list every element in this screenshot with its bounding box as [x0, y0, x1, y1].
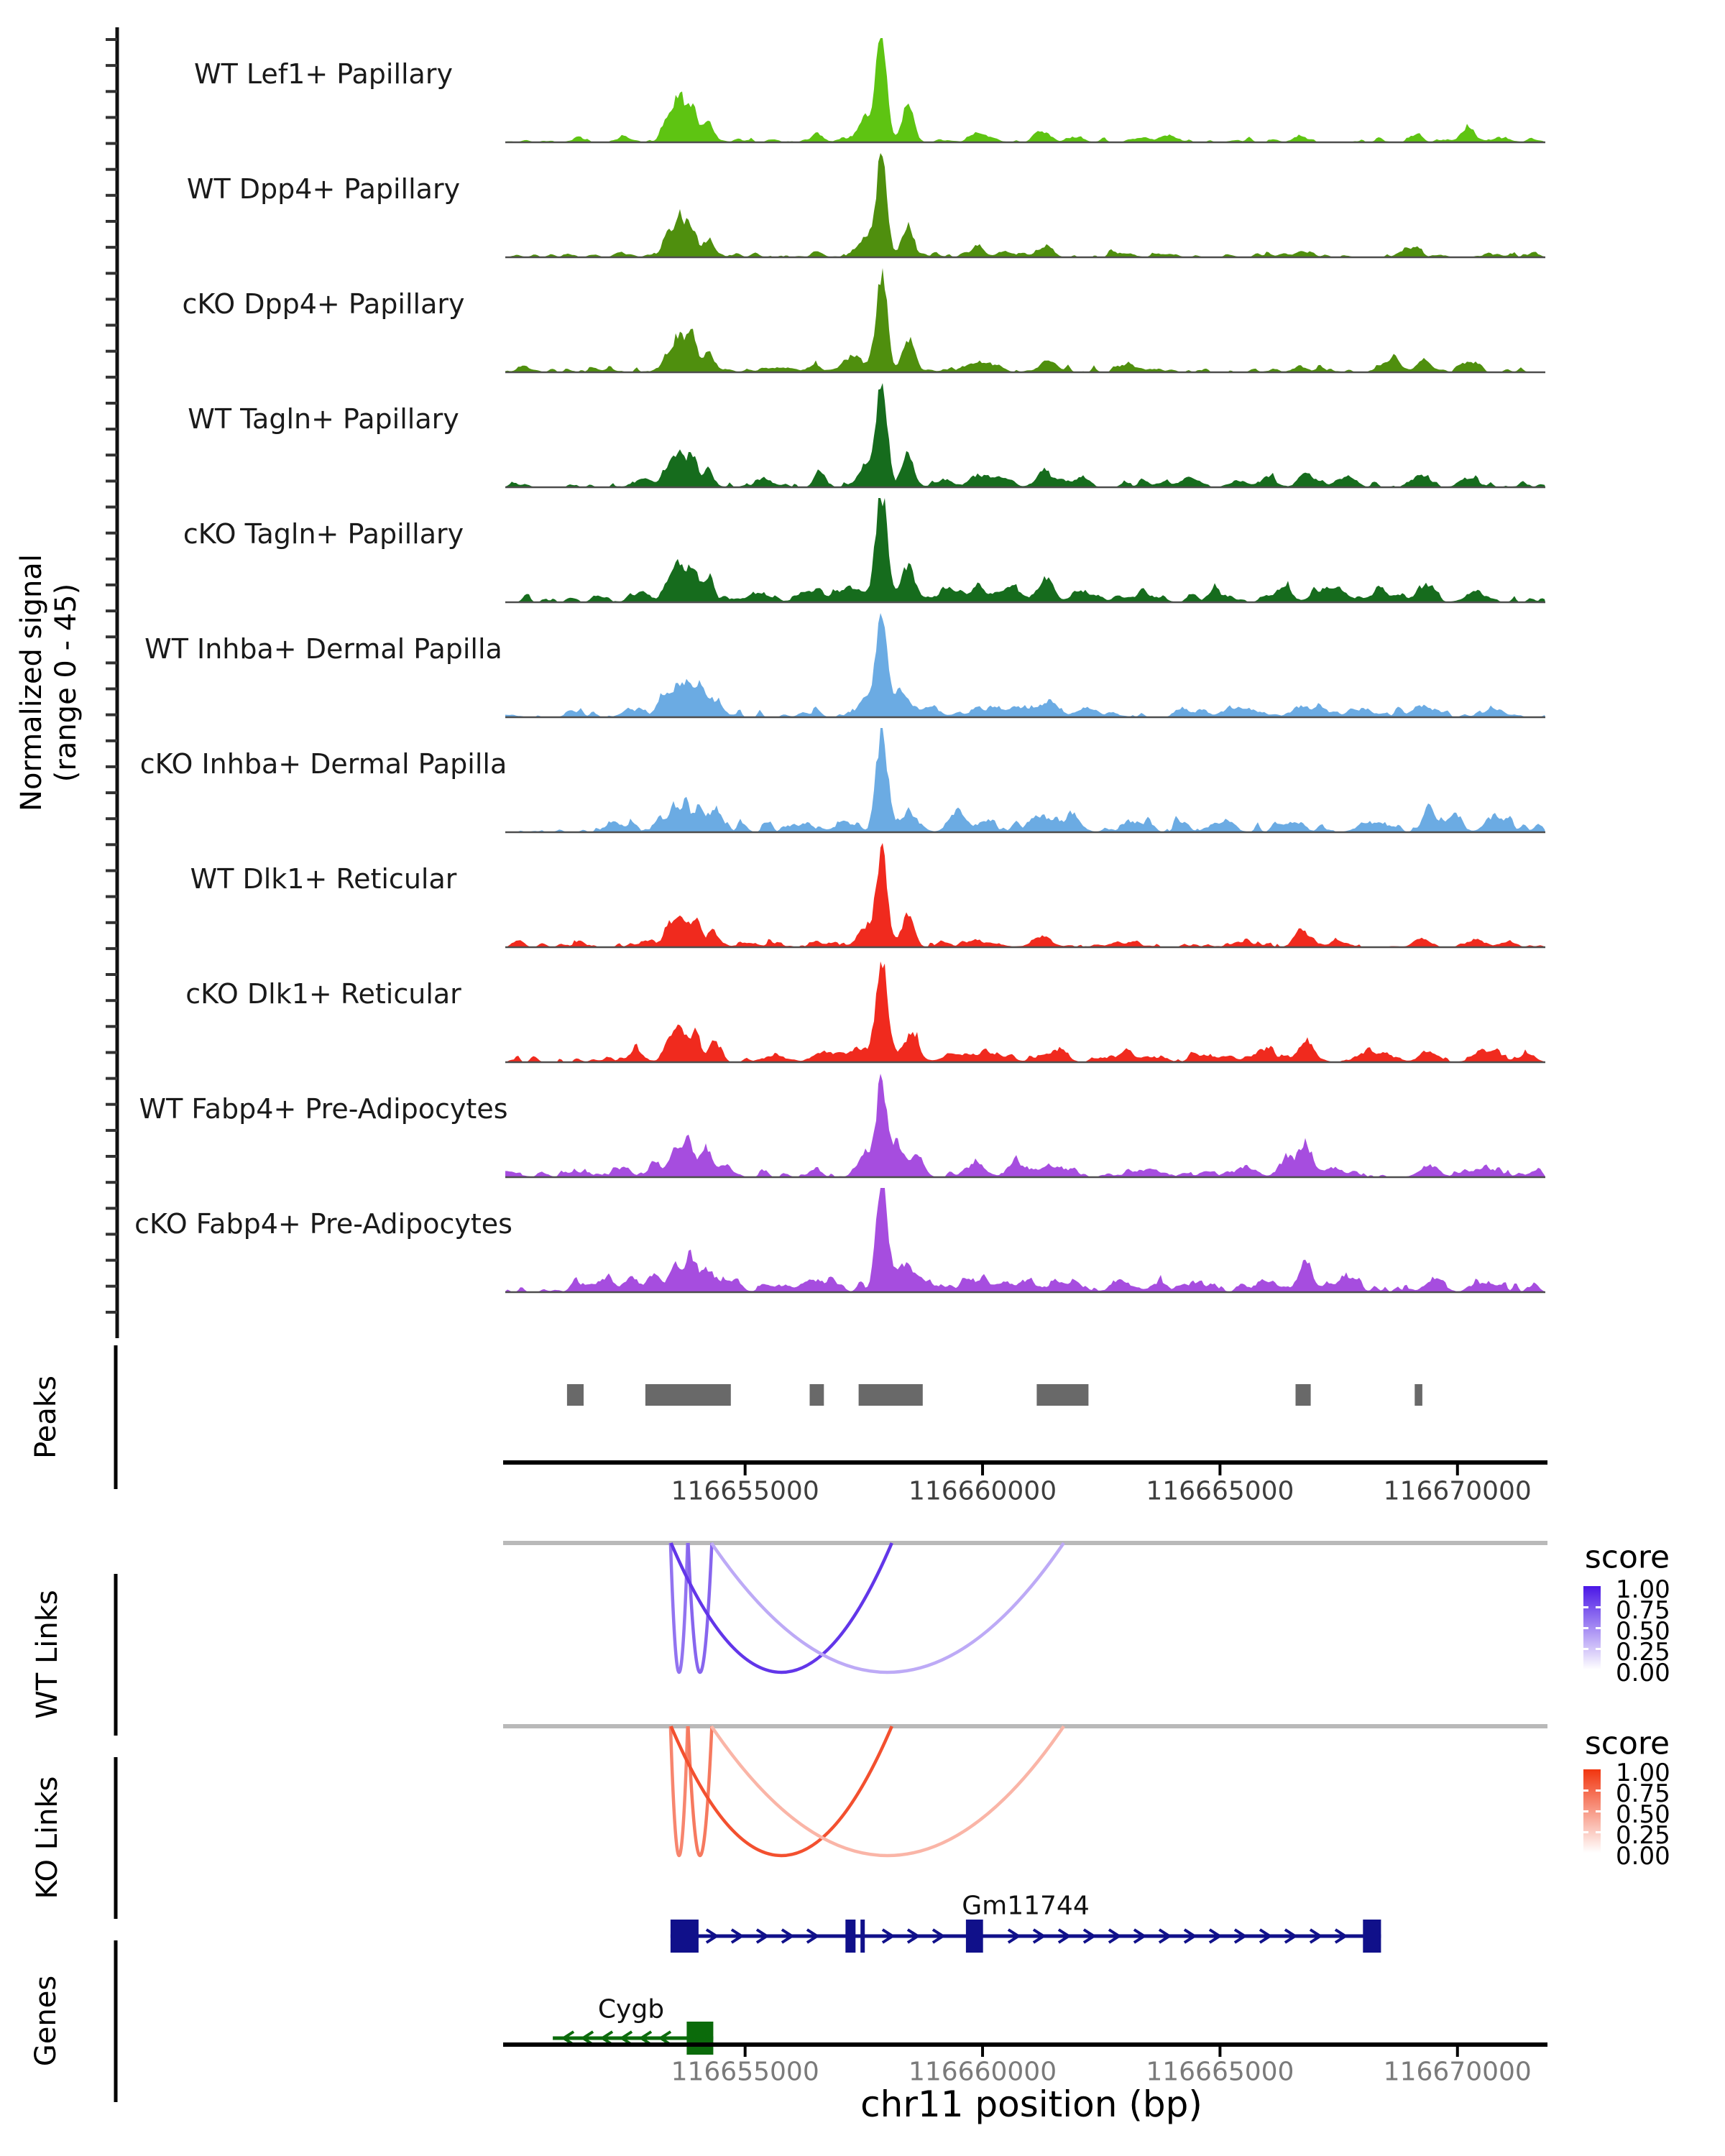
- track-label: cKO Dpp4+ Papillary: [182, 288, 465, 320]
- peak-interval: [1036, 1384, 1088, 1406]
- peak-interval: [1414, 1384, 1422, 1406]
- coverage-area: [505, 962, 1545, 1062]
- score-legend-tick-label: 0.00: [1616, 1842, 1670, 1871]
- track-label: cKO Inhba+ Dermal Papilla: [139, 748, 507, 780]
- signal-track: [505, 268, 1545, 372]
- genome-axis-tick-label: 116655000: [671, 2057, 819, 2087]
- score-legend-tick-label: 0.50: [1616, 1617, 1670, 1646]
- legend-bar-tick: [1583, 1606, 1588, 1608]
- legend-bar-tick: [1596, 1648, 1601, 1650]
- link-arc: [712, 1543, 1064, 1672]
- track-label: WT Dpp4+ Papillary: [186, 173, 461, 205]
- gene-label-cygb: Cygb: [597, 1994, 665, 2024]
- legend-bar-tick: [1583, 1810, 1588, 1812]
- signal-track: [505, 38, 1545, 142]
- gene-model: [553, 2022, 713, 2055]
- genome-axis-tick-label: 116665000: [1146, 2057, 1294, 2087]
- track-label: WT Fabp4+ Pre-Adipocytes: [139, 1093, 508, 1125]
- score-legend-tick-label: 0.25: [1616, 1638, 1670, 1667]
- peak-interval: [645, 1384, 731, 1406]
- legend-bar-tick: [1596, 1789, 1601, 1792]
- track-label: WT Inhba+ Dermal Papilla: [144, 633, 502, 665]
- signal-track: [505, 962, 1545, 1062]
- coverage-area: [505, 383, 1545, 487]
- peak-interval: [859, 1384, 923, 1406]
- legend-bar-tick: [1583, 1627, 1588, 1629]
- coverage-area: [505, 613, 1545, 717]
- links-panel: [116, 1726, 1547, 1919]
- score-legend-gradient: [1583, 1769, 1601, 1853]
- x-axis-title: chr11 position (bp): [860, 2083, 1202, 2125]
- genome-axis-bottom: [503, 2045, 1547, 2057]
- genome-axis-tick-label: 116665000: [1146, 1476, 1294, 1506]
- coverage-area: [505, 268, 1545, 372]
- wt-links-row-label: WT Links: [31, 1590, 64, 1719]
- signal-track: [505, 613, 1545, 717]
- genome-axis-tick-label: 116670000: [1383, 2057, 1532, 2087]
- legend-bar-tick: [1583, 1831, 1588, 1833]
- track-label: cKO Fabp4+ Pre-Adipocytes: [134, 1208, 512, 1240]
- legend-bar-tick: [1596, 1810, 1601, 1812]
- ko-links-row-label: KO Links: [31, 1776, 64, 1899]
- gene-exon: [671, 1920, 699, 1953]
- genome-axis: [503, 1462, 1547, 1475]
- genome-axis-tick-label: 116660000: [908, 2057, 1057, 2087]
- genome-axis-tick-label: 116660000: [908, 1476, 1057, 1506]
- coverage-area: [505, 1188, 1545, 1292]
- score-legend-tick-label: 0.25: [1616, 1821, 1670, 1850]
- gene-exon: [686, 2022, 713, 2055]
- gene-exon: [860, 1920, 865, 1953]
- legend-bar-tick: [1596, 1606, 1601, 1608]
- links-panel: [116, 1543, 1547, 1736]
- signal-track: [505, 728, 1545, 832]
- track-label: WT Dlk1+ Reticular: [190, 863, 457, 895]
- track-label: cKO Dlk1+ Reticular: [185, 978, 461, 1010]
- signal-track: [505, 1074, 1545, 1177]
- coverage-area: [505, 1074, 1545, 1177]
- coverage-area: [505, 38, 1545, 142]
- peak-interval: [567, 1384, 584, 1406]
- legend-bar-tick: [1596, 1831, 1601, 1833]
- score-legend-tick-label: 0.50: [1616, 1800, 1670, 1829]
- coverage-area: [505, 843, 1545, 947]
- link-arc: [688, 1543, 712, 1672]
- legend-bar-tick: [1583, 1789, 1588, 1792]
- peak-interval: [810, 1384, 824, 1406]
- signal-tracks: [505, 38, 1545, 1292]
- legend-bar-tick: [1596, 1627, 1601, 1629]
- coverage-area: [505, 498, 1545, 602]
- genome-axis-tick-label: 116655000: [671, 1476, 819, 1506]
- gene-label-gm11744: Gm11744: [962, 1891, 1090, 1921]
- signal-axis: [106, 27, 117, 1338]
- signal-axis-label: Normalized signal: [15, 554, 48, 811]
- ko-links-legend-title: score: [1584, 1725, 1670, 1762]
- wt-links-legend-title: score: [1584, 1539, 1670, 1576]
- peaks-track: [116, 1345, 1422, 1489]
- signal-track: [505, 843, 1545, 947]
- signal-axis-sublabel: (range 0 - 45): [50, 583, 83, 783]
- genes-row-label: Genes: [29, 1975, 63, 2067]
- track-label: WT Lef1+ Papillary: [194, 58, 453, 90]
- gene-exon: [966, 1920, 983, 1953]
- genome-axis-tick-label: 116670000: [1383, 1476, 1532, 1506]
- peaks-row-label: Peaks: [29, 1376, 63, 1459]
- coverage-area: [505, 153, 1545, 257]
- coverage-area: [505, 728, 1545, 832]
- score-legend-tick-label: 0.00: [1616, 1659, 1670, 1687]
- score-legend-tick-label: 1.00: [1616, 1759, 1670, 1787]
- legend-bar-tick: [1583, 1648, 1588, 1650]
- signal-track: [505, 1188, 1545, 1292]
- gene-exon: [845, 1920, 855, 1953]
- link-arc: [712, 1726, 1064, 1856]
- score-legend-tick-label: 1.00: [1616, 1575, 1670, 1604]
- signal-track: [505, 383, 1545, 487]
- track-label: cKO Tagln+ Papillary: [183, 518, 464, 550]
- score-legend-tick-label: 0.75: [1616, 1596, 1670, 1625]
- signal-track: [505, 498, 1545, 602]
- track-label: WT Tagln+ Papillary: [188, 403, 459, 435]
- gene-model: [671, 1920, 1381, 1953]
- score-legend-tick-label: 0.75: [1616, 1779, 1670, 1808]
- signal-track: [505, 153, 1545, 257]
- peak-interval: [1296, 1384, 1311, 1406]
- gene-exon: [1363, 1920, 1381, 1953]
- score-legend-gradient: [1583, 1586, 1601, 1669]
- link-arc: [688, 1726, 712, 1856]
